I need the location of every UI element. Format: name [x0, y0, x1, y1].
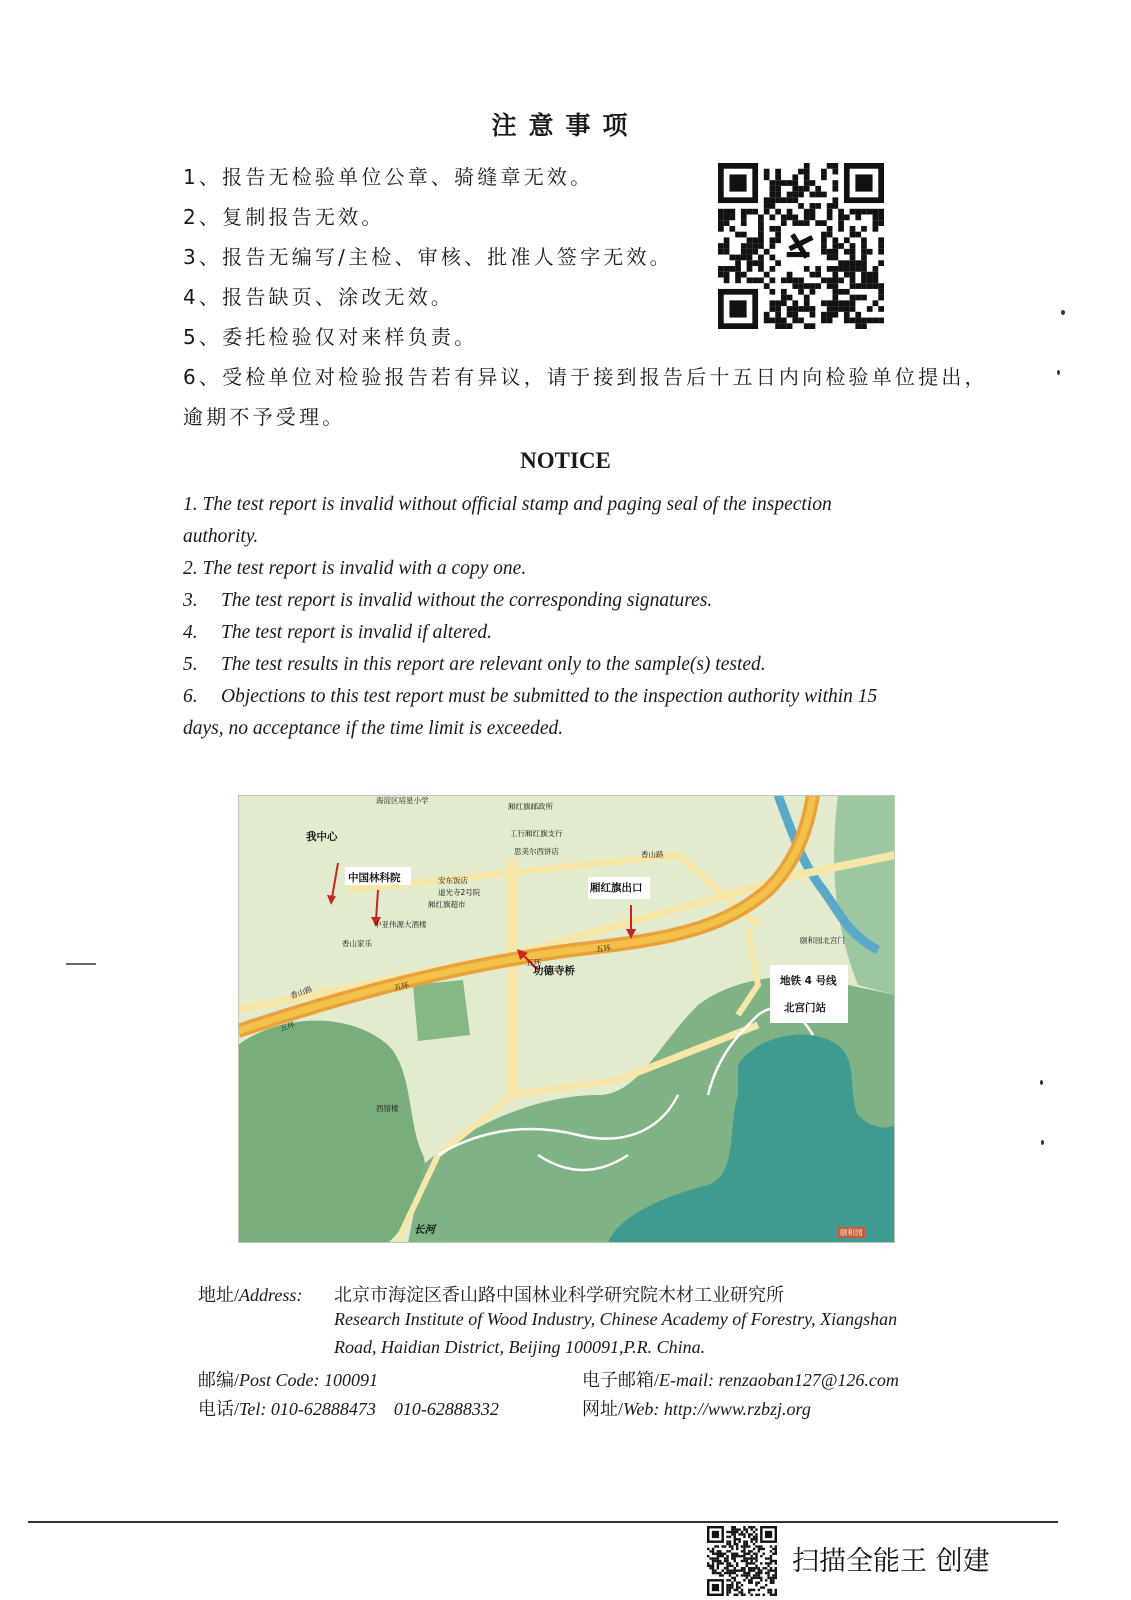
map-label-caf: 中国林科院 — [348, 872, 401, 884]
postcode-value: 100091 — [324, 1370, 379, 1390]
notice-cn-item-4: 4、报告缺页、涂改无效。 — [183, 285, 455, 309]
notice-cn-item-5: 5、委托检验仅对来样负责。 — [183, 325, 478, 349]
map-label-ring5: 五环 — [278, 1019, 297, 1034]
item-number: 4. — [183, 622, 198, 643]
footer-divider — [28, 1521, 1058, 1523]
item-text: The test report is invalid if altered. — [221, 622, 492, 643]
map-label-poi: 中亚伟源大酒楼 — [374, 920, 427, 929]
tel-label-en: Tel: — [239, 1399, 267, 1419]
web-value: http://www.rzbzj.org — [663, 1399, 811, 1419]
postcode-label-en: Post Code: — [239, 1370, 320, 1390]
notice-title-en: NOTICE — [520, 448, 611, 473]
notice-cn-item-2: 2、复制报告无效。 — [183, 205, 385, 229]
map-label-ring5: 五环 — [393, 980, 410, 993]
item-number: 3. — [183, 590, 198, 611]
map-label-poi: 工行厢红旗支行 — [510, 829, 563, 838]
map-label-road: 香山路 — [289, 984, 314, 1001]
map-label-poi: 厢红旗超市 — [428, 900, 466, 909]
map-label-changhe: 长河 — [414, 1224, 435, 1236]
address-label-cn: 地址/ — [198, 1285, 240, 1305]
notice-cn-item-3: 3、报告无编写/主检、审核、批准人签字无效。 — [183, 245, 673, 269]
address-value-en-cont: Road, Haidian District, Beijing 100091,P.R. China. — [334, 1337, 706, 1357]
notice-en-item-6-cont: days, no acceptance if the time limit is exceeded. — [183, 718, 564, 739]
map-label-poi: 思美尔西饼店 — [514, 847, 559, 856]
notice-en-item-1: 1. The test report is invalid without official stamp and paging seal of the inspection — [183, 494, 832, 515]
notice-cn-item-6-cont: 逾期不予受理。 — [183, 405, 346, 429]
map-label-exit: 厢红旗出口 — [590, 882, 643, 894]
location-map — [238, 795, 895, 1243]
tel-label-cn: 电话/ — [198, 1399, 240, 1419]
map-label-ring5: 五环 — [526, 958, 541, 967]
tel-value: 010-62888473 010-62888332 — [270, 1399, 499, 1419]
email-value: renzaoban127@126.com — [718, 1370, 899, 1390]
item-number: 6. — [183, 686, 198, 707]
map-label-road: 香山路 — [641, 850, 664, 859]
scanner-qr-icon — [707, 1526, 777, 1596]
map-label-poi: 海淀区培星小学 — [376, 796, 429, 805]
notice-cn-item-6: 6、受检单位对检验报告若有异议，请于接到报告后十五日内向检验单位提出， — [183, 365, 988, 389]
address-value-en: Research Institute of Wood Industry, Chinese Academy of Forestry, Xiangshan — [334, 1309, 898, 1329]
notice-en-item-2: 2. The test report is invalid with a copy one. — [183, 558, 527, 579]
map-label-poi: 颐和园 — [840, 1228, 863, 1237]
map-label-subway-station: 北宫门站 — [784, 1002, 826, 1014]
notice-cn-item-1: 1、报告无检验单位公章、骑缝章无效。 — [183, 165, 594, 189]
map-label-poi: 道光寺2号院 — [438, 888, 481, 897]
website — [582, 1395, 811, 1421]
notice-en-item-3 — [183, 590, 712, 612]
email-label-en: E-mail: — [659, 1370, 714, 1390]
map-label-poi: 西馆楼 — [376, 1104, 399, 1113]
map-label-poi: 香山家乐 — [342, 939, 372, 948]
postcode — [198, 1366, 378, 1392]
notice-en-item-5 — [183, 654, 766, 676]
web-label-cn: 网址/ — [582, 1399, 624, 1419]
web-label-en: Web: — [623, 1399, 660, 1419]
map-label-poi: 安东饭店 — [438, 876, 468, 885]
email — [582, 1366, 899, 1392]
item-text: The test report is invalid without the corresponding signatures. — [221, 590, 713, 611]
notice-title-cn: 注意事项 — [491, 111, 640, 140]
email-label-cn: 电子邮箱/ — [582, 1370, 660, 1390]
item-text: Objections to this test report must be submitted to the inspection authority within 15 — [221, 686, 878, 707]
notice-en-item-4 — [183, 622, 492, 644]
item-number: 5. — [183, 654, 198, 675]
map-label-ring5: 五环 — [595, 943, 612, 954]
map-label-subway-line: 地铁 4 号线 — [780, 975, 837, 987]
address-label — [198, 1281, 302, 1307]
notice-en-item-6 — [183, 686, 877, 708]
map-label-my-center: 我中心 — [306, 831, 338, 843]
map-label-poi: 颐和园北宫门 — [800, 936, 845, 945]
qr-code-icon — [718, 163, 884, 329]
map-label-gongde-bridge: 功德寺桥 — [533, 965, 575, 977]
address-value-cn: 北京市海淀区香山路中国林业科学研究院木材工业研究所 — [334, 1285, 784, 1305]
scanner-watermark: 扫描全能王 创建 — [792, 1546, 990, 1577]
notice-en-item-1-cont: authority. — [183, 526, 259, 547]
address-label-en: Address: — [239, 1285, 303, 1305]
postcode-label-cn: 邮编/ — [198, 1370, 240, 1390]
item-text: The test results in this report are relevant only to the sample(s) tested. — [221, 654, 766, 675]
map-label-poi: 厢红旗邮政所 — [508, 802, 553, 811]
telephone — [198, 1395, 499, 1421]
